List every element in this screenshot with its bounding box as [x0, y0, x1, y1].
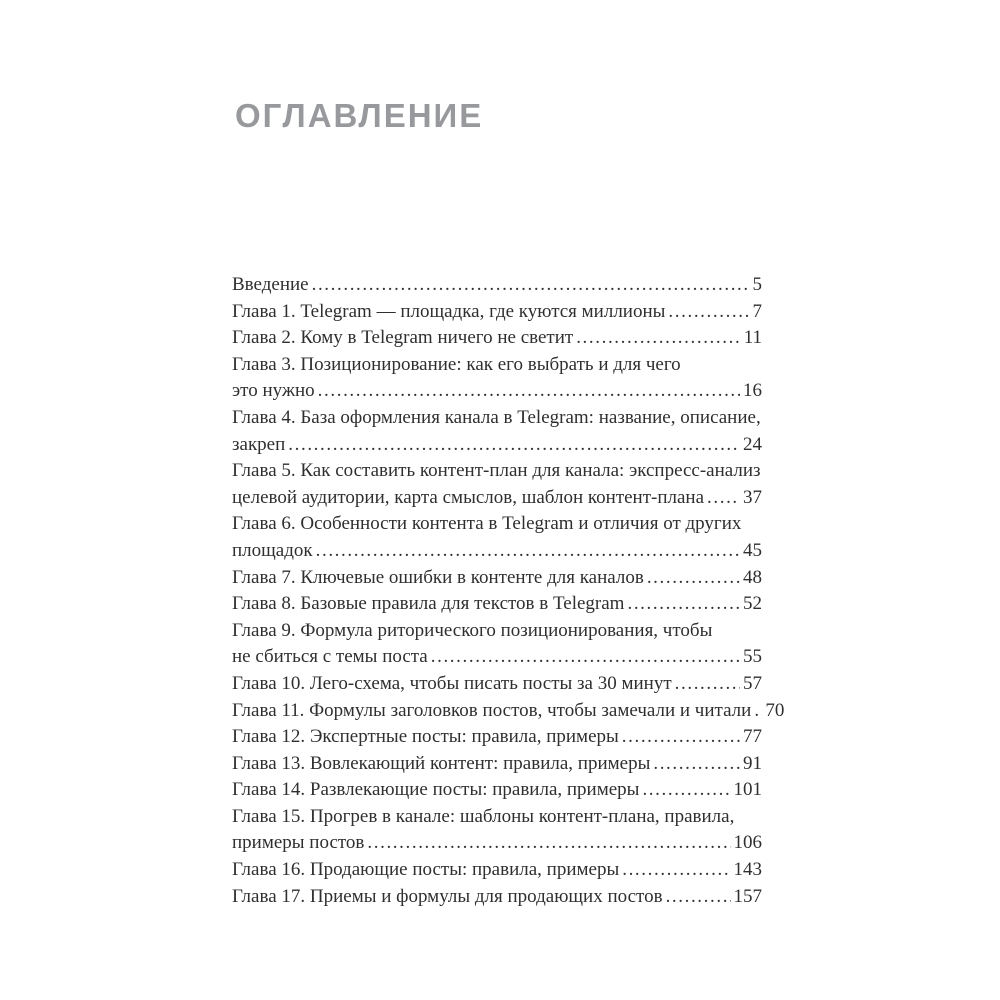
- toc-entry-text: Глава 2. Кому в Telegram ничего не светит: [232, 327, 574, 349]
- toc-page-number: 77: [743, 726, 762, 748]
- toc-entry-line: [232, 618, 762, 645]
- dot-leader: [627, 591, 740, 618]
- toc-entry-line: [232, 884, 762, 911]
- toc-entry-text: закреп: [232, 433, 286, 455]
- toc-entry-line: [232, 458, 762, 485]
- toc-page-number: 157: [733, 885, 762, 907]
- toc-page-number: 7: [752, 300, 762, 322]
- toc-page-number: 101: [733, 779, 762, 801]
- dot-leader: [367, 830, 730, 857]
- page-title: ОГЛАВЛЕНИЕ: [235, 97, 484, 134]
- dot-leader: [622, 857, 730, 884]
- toc-entry-text: Глава 16. Продающие посты: правила, примеры: [232, 859, 620, 881]
- toc-entry-text: Введение: [232, 274, 309, 295]
- toc-page-number: 24: [743, 433, 762, 455]
- dot-leader: [622, 724, 740, 751]
- toc-page-number: 48: [743, 566, 762, 588]
- dot-leader: [576, 325, 741, 352]
- dot-leader: [642, 777, 730, 804]
- toc-entry-line: [232, 511, 762, 538]
- toc-page-number: 106: [733, 832, 762, 854]
- toc-entry-line: [232, 751, 762, 778]
- toc-entry-text: Глава 1. Telegram — площадка, где куются миллионы: [232, 300, 666, 322]
- dot-leader: [647, 565, 740, 592]
- toc-entry-text: Глава 9. Формула риторического позиционирования, чтобы: [232, 619, 713, 641]
- toc-page-number: 16: [743, 380, 762, 402]
- toc-entry-text: это нужно: [232, 380, 315, 402]
- toc-page-number: 55: [743, 646, 762, 668]
- toc-entry-text: Глава 7. Ключевые ошибки в контенте для каналов: [232, 566, 644, 588]
- toc-entry-line: [232, 432, 762, 459]
- toc-entry-line: [232, 485, 762, 512]
- dot-leader: [754, 698, 762, 725]
- toc-list: [232, 272, 785, 910]
- toc-entry-text: Глава 14. Развлекающие посты: правила, примеры: [232, 779, 640, 801]
- dot-leader: [675, 671, 740, 698]
- dot-leader: [312, 272, 750, 299]
- toc-entry-text: Глава 10. Лего-схема, чтобы писать посты за 30 минут: [232, 672, 672, 694]
- toc-entry-line: [232, 378, 762, 405]
- toc-entry-text: Глава 8. Базовые правила для текстов в Telegram: [232, 593, 625, 615]
- toc-page-number: 45: [743, 539, 762, 561]
- dot-leader: [316, 538, 740, 565]
- toc-entry-text: Глава 6. Особенности контента в Telegram и отличия от других: [232, 513, 742, 535]
- toc-entry-text: Глава 3. Позиционирование: как его выбрать и для чего: [232, 353, 681, 375]
- toc-entry-line: [232, 352, 762, 379]
- toc-entry-text: Глава 11. Формулы заголовков постов, чтобы замечали и читали: [232, 699, 752, 721]
- toc-entry-line: [232, 857, 762, 884]
- dot-leader: [666, 884, 731, 911]
- toc-entry-text: не сбиться с темы поста: [232, 646, 428, 668]
- toc-entry-line: [232, 272, 762, 299]
- toc-entry-line: [232, 671, 762, 698]
- toc-entry-text: площадок: [232, 539, 313, 561]
- toc-page-number: 70: [765, 699, 785, 721]
- toc-entry-line: [232, 724, 762, 751]
- toc-entry-line: [232, 644, 762, 671]
- toc-entry-text: примеры постов: [232, 832, 365, 854]
- toc-entry-line: [232, 777, 762, 804]
- toc-entry-line: [232, 405, 762, 432]
- toc-entry-line: [232, 591, 762, 618]
- toc-page-number: 5: [752, 274, 762, 295]
- toc-entry-text: Глава 12. Экспертные посты: правила, примеры: [232, 726, 619, 748]
- toc-entry-line: [232, 830, 762, 857]
- toc-entry-line: [232, 804, 762, 831]
- toc-page-number: 52: [743, 593, 762, 615]
- toc-page-number: 91: [743, 752, 762, 774]
- toc-page-number: 143: [733, 859, 762, 881]
- toc-entry-line: [232, 299, 762, 326]
- dot-leader: [653, 751, 740, 778]
- toc-entry-line: [232, 325, 762, 352]
- toc-page-number: 11: [743, 327, 762, 349]
- toc-entry-line: [232, 538, 762, 565]
- toc-entry-text: Глава 4. База оформления канала в Telegram: название, описание,: [232, 406, 761, 428]
- dot-leader: [318, 378, 740, 405]
- dot-leader: [288, 432, 740, 459]
- toc-entry-text: целевой аудитории, карта смыслов, шаблон контент-плана: [232, 486, 705, 508]
- dot-leader: [431, 644, 740, 671]
- dot-leader: [707, 485, 740, 512]
- toc-page-number: 57: [743, 672, 762, 694]
- toc-entry-text: Глава 17. Приемы и формулы для продающих постов: [232, 885, 663, 907]
- toc-page-number: 37: [743, 486, 762, 508]
- toc-entry-text: Глава 13. Вовлекающий контент: правила, примеры: [232, 752, 651, 774]
- toc-entry-text: Глава 15. Прогрев в канале: шаблоны контент-плана, правила,: [232, 805, 735, 827]
- toc-entry-line: [232, 565, 762, 592]
- dot-leader: [668, 299, 749, 326]
- toc-entry-line: [232, 698, 785, 725]
- toc-entry-text: Глава 5. Как составить контент-план для канала: экспресс-анализ: [232, 460, 761, 482]
